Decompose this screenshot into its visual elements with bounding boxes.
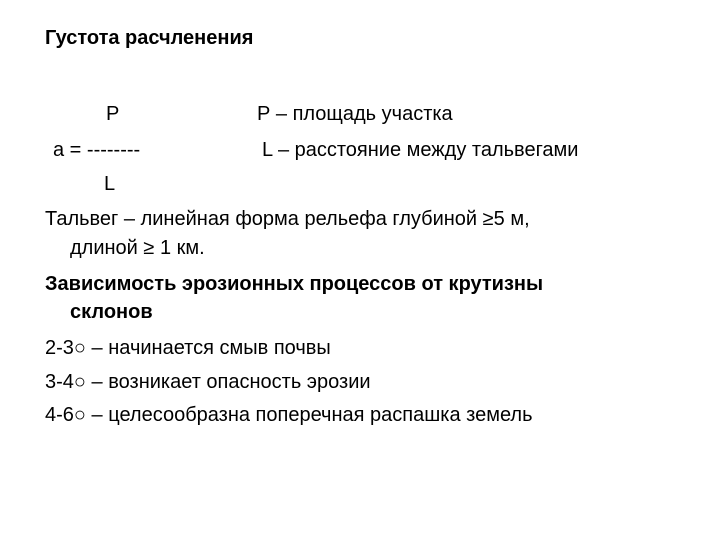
formula-lhs: a = -------- — [53, 139, 141, 161]
slope-text: – возникает опасность эрозии — [86, 371, 371, 393]
erosion-heading-line2: склонов — [70, 301, 153, 323]
slope-range: 3-4○ — [45, 371, 86, 393]
slope-text: – начинается смыв почвы — [86, 337, 331, 359]
slide-title: Густота расчленения — [45, 27, 254, 49]
slope-item — [45, 370, 371, 394]
thalweg-definition-line1: Тальвег – линейная форма рельефа глубиной ≥5 м, — [45, 208, 530, 230]
slope-range: 4-6○ — [45, 404, 86, 426]
definition-p: Р – площадь участка — [257, 103, 453, 125]
erosion-heading-line1: Зависимость эрозионных процессов от крутизны — [45, 273, 544, 295]
formula-denominator: L — [104, 173, 116, 195]
slope-item — [45, 336, 331, 360]
definition-l: L – расстояние между тальвегами — [262, 139, 579, 161]
thalweg-definition-line2: длиной ≥ 1 км. — [70, 237, 205, 259]
slope-range: 2-3○ — [45, 337, 86, 359]
slope-text: – целесообразна поперечная распашка земель — [86, 404, 533, 426]
formula-numerator: P — [106, 103, 120, 125]
slope-item — [45, 403, 533, 427]
